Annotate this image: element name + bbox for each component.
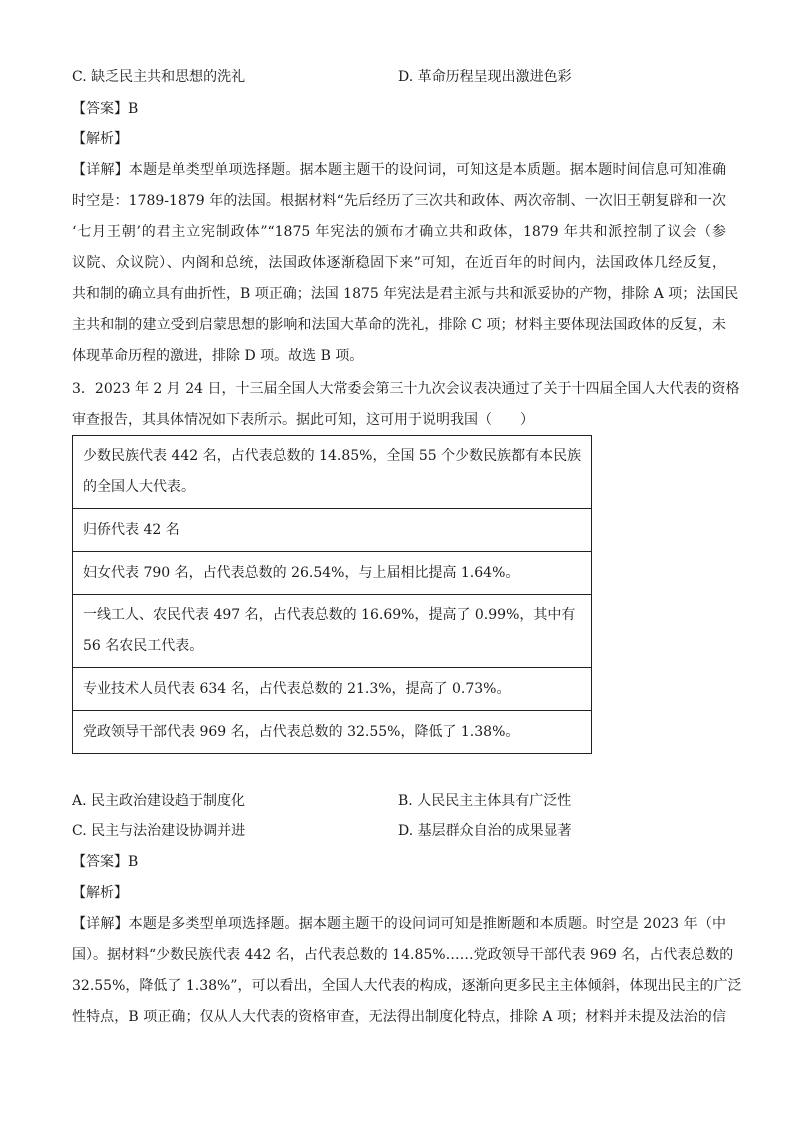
table-cell-line: 党政领导干部代表 969 名，占代表总数的 32.55%，降低了 1.38%。 xyxy=(83,723,520,740)
table-cell xyxy=(73,552,592,595)
q3-option-c: C. 民主与法治建设协调并进 xyxy=(72,823,246,839)
q2-options-row-cd xyxy=(72,66,732,88)
q2-analysis-label: 【解析】 xyxy=(72,131,128,147)
table-cell xyxy=(73,436,592,509)
q3-option-d: D. 基层群众自治的成果显著 xyxy=(398,823,572,839)
table-cell xyxy=(73,595,592,668)
q3-options-row-cd xyxy=(72,820,732,842)
q2-detail-line: 议院、众议院）、内阁和总统，法国政体逐渐稳固下来”可知，在近百年的时间内，法国政体几经反复， xyxy=(72,255,726,271)
table-cell xyxy=(73,711,592,754)
q3-detail-line: 性特点，B 项正确；仅从人大代表的资格审查，无法得出制度化特点，排除 A 项；材料并未提及法治的信 xyxy=(72,1009,726,1025)
q3-options-row-ab xyxy=(72,790,732,812)
q3-stem-line: 审查报告，其具体情况如下表所示。据此可知，这可用于说明我国（ ） xyxy=(72,412,534,428)
q3-analysis-label: 【解析】 xyxy=(72,885,128,901)
table-row xyxy=(73,509,592,552)
table-cell-line: 妇女代表 790 名，占代表总数的 26.54%，与上届相比提高 1.64%。 xyxy=(83,564,520,581)
q3-representatives-table xyxy=(72,435,592,754)
q3-detail-line: 国）。据材料“少数民族代表 442 名，占代表总数的 14.85%……党政领导干部代表 969 名，占代表总数的 xyxy=(72,947,734,963)
q3-detail-paragraph xyxy=(72,909,742,1033)
q2-option-c: C. 缺乏民主共和思想的洗礼 xyxy=(72,69,246,85)
table-cell xyxy=(73,509,592,552)
q2-detail-line: 主共和制的建立受到启蒙思想的影响和法国大革命的洗礼，排除 C 项；材料主要体现法国政体的反复，未 xyxy=(72,317,726,333)
q2-detail-line: ‘七月王朝’的君主立宪制政体”“1875 年宪法的颁布才确立共和政体，1879 年共和派控制了议会（参 xyxy=(72,224,726,240)
q3-option-b: B. 人民民主主体具有广泛性 xyxy=(398,793,572,809)
q2-answer: 【答案】B xyxy=(72,101,139,117)
q2-detail-line: 共和制的确立具有曲折性，B 项正确；法国 1875 年宪法是君主派与共和派妥协的产物，排除 A 项；法国民 xyxy=(72,286,739,302)
table-row xyxy=(73,668,592,711)
table-cell-line: 56 名农民工代表。 xyxy=(83,638,204,654)
table-row xyxy=(73,595,592,668)
q2-detail-line: 【详解】本题是单类型单项选择题。据本题主题干的设问词，可知这是本质题。据本题时间信息可知准确 xyxy=(72,162,726,178)
q3-option-a: A. 民主政治建设趋于制度化 xyxy=(72,793,246,809)
table-cell xyxy=(73,668,592,711)
q2-detail-line: 体现革命历程的激进，排除 D 项。故选 B 项。 xyxy=(72,348,364,364)
q2-detail-line: 时空是：1789-1879 年的法国。根据材料“先后经历了三次共和政体、两次帝制、一次旧王朝复辟和一次 xyxy=(72,193,726,209)
table-row xyxy=(73,436,592,509)
table-cell-line: 少数民族代表 442 名，占代表总数的 14.85%，全国 55 个少数民族都有本民族 xyxy=(83,448,582,464)
q2-detail-paragraph xyxy=(72,155,739,372)
table-row xyxy=(73,552,592,595)
table-cell-line: 专业技术人员代表 634 名，占代表总数的 21.3%，提高了 0.73%。 xyxy=(83,680,511,697)
table-cell-line: 归侨代表 42 名 xyxy=(83,521,180,538)
table-cell-line: 的全国人大代表。 xyxy=(83,479,195,495)
q3-detail-line: 【详解】本题是多类型单项选择题。据本题主题干的设问词可知是推断题和本质题。时空是 2023 年（中 xyxy=(72,916,726,932)
q3-stem xyxy=(72,374,740,436)
table-row xyxy=(73,711,592,754)
q3-detail-line: 32.55%，降低了 1.38%”，可以看出，全国人大代表的构成，逐渐向更多民主主体倾斜，体现出民主的广泛 xyxy=(72,978,742,994)
table-cell-line: 一线工人、农民代表 497 名，占代表总数的 16.69%，提高了 0.99%，其中有 xyxy=(83,607,576,623)
q3-stem-line: 3．2023 年 2 月 24 日，十三届全国人大常委会第三十九次会议表决通过了关于十四届全国人大代表的资格 xyxy=(72,381,740,397)
q2-option-d: D. 革命历程呈现出激进色彩 xyxy=(398,69,572,85)
q3-answer: 【答案】B xyxy=(72,854,139,870)
